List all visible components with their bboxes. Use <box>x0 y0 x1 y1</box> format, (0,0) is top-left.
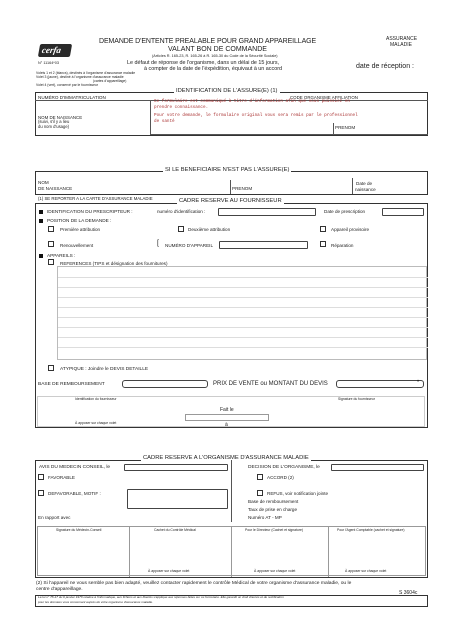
refus-checkbox[interactable] <box>257 490 263 496</box>
prix-vente-label: PRIX DE VENTE ou MONTANT DU DEVIS <box>213 381 328 387</box>
immatriculation-label: NUMÉRO D'IMMATRICULATION <box>38 95 106 100</box>
fait-le-label: Fait le <box>220 407 234 413</box>
decision-date-input[interactable] <box>331 464 424 471</box>
form-title-line2: VALANT BON DE COMMANDE <box>168 46 267 53</box>
avis-date-input[interactable] <box>124 464 228 471</box>
references-checkbox[interactable] <box>48 259 54 265</box>
sig-medecin-label: Signature du Médecin-Conseil <box>56 528 102 532</box>
numero-at-label: Numéro AT - MP <box>248 515 282 520</box>
atypique-checkbox[interactable] <box>48 365 54 371</box>
num-appareil-label: NUMÉRO D'APPAREIL <box>165 243 214 248</box>
red-notice-line1: Ce formulaire est communiqué à titre d'information afin que vous puissiez en <box>154 99 350 104</box>
prescripteur-label: IDENTIFICATION DU PRESCRIPTEUR : <box>47 209 133 214</box>
accord-label: ACCORD (2) <box>267 475 294 480</box>
base-remboursement-input[interactable] <box>122 380 208 388</box>
volet-note: (cartes d'appareillage) <box>93 79 127 83</box>
renouvellement-label: Renouvellement <box>60 243 94 248</box>
a-label: à <box>225 422 228 428</box>
code-organisme-label: CODE ORGANISME AFFILIATION <box>290 95 358 100</box>
appareils-label: APPAREILS : <box>47 253 76 258</box>
fait-le-input[interactable] <box>185 414 269 421</box>
favorable-label: FAVORABLE <box>48 475 75 480</box>
favorable-checkbox[interactable] <box>38 474 44 480</box>
date-prescription-input[interactable] <box>382 208 424 216</box>
volet-note: Volet 4 (vert), conservé par le fournisseur <box>36 83 99 87</box>
benef-date-divider <box>352 178 353 194</box>
delay-notice-line2: à compter de la date de l'éxpédition, équivaut à un accord <box>144 66 282 72</box>
organisme-section-title: CADRE RESERVE A L'ORGANISME D'ASSURANCE MALADIE <box>143 455 309 461</box>
sig-directeur-label: Pour le Directeur (Cachet et signature) <box>245 528 304 532</box>
provisoire-label: Appareil provisoire <box>331 227 370 232</box>
red-notice-line2: prendre connaissance. <box>154 105 209 110</box>
immatriculation-input[interactable] <box>36 101 150 114</box>
benef-date-label: Date de <box>356 181 373 186</box>
legal-notice-line1: La loi n° 78-17 du 6 janvier 1978 relative à l'informatique, aux fichiers et aux libertés s'applique aux réponses faites sur ce formulaire. Elle garantit un droit d'accès et de rectification <box>38 595 284 599</box>
date-prescription-label: Date de prescription <box>324 209 366 214</box>
footer-note-line1: (2) Si l'appareil ne vous semble pas bien adapté, veuillez contacter rapidement le contrôle Médical de votre organisme d'assurance maladie, ou le <box>36 581 352 586</box>
insurer-label-line1: ASSURANCE <box>386 36 418 42</box>
apposer-cachet-note: À apposer sur chaque volet <box>75 421 117 425</box>
form-code: S 3604c <box>399 590 418 596</box>
cerfa-logo <box>38 44 72 57</box>
en-rapport-label: En rapport avec <box>38 515 71 520</box>
signature-fournisseur-label: Signature du fournisseur <box>338 397 375 401</box>
delay-notice-line1: Le défaut de réponse de l'organisme, dans un délai de 15 jours, <box>127 60 280 66</box>
references-grid[interactable] <box>57 266 427 360</box>
defavorable-label: DEFAVORABLE, MOTIF : <box>48 491 101 496</box>
volet-note: Volet 3 (jaune), destiné à l'organisme d'assurance maladie <box>36 75 124 79</box>
legal-notice-line2: pour les données vous concernant auprès de votre organisme d'assurance maladie. <box>38 600 153 604</box>
ident-number-label: numéro d'identification : <box>157 209 206 214</box>
ident-number-input[interactable] <box>218 208 316 216</box>
prenom-label: PRENOM <box>335 125 356 130</box>
base-remboursement-label: BASE DE REMBOURSEMENT <box>38 382 105 387</box>
assure-section-title: IDENTIFICATION DE L'ASSURE(E) (1) <box>176 88 278 94</box>
accord-checkbox[interactable] <box>257 474 263 480</box>
prix-vente-input[interactable] <box>336 380 424 388</box>
red-notice-line4: de santé <box>154 119 175 124</box>
benef-nom-sub: DE NAISSANCE <box>38 186 73 191</box>
benef-date-sub: naissance <box>355 187 376 192</box>
position-bullet <box>39 219 43 223</box>
defavorable-motif-input[interactable] <box>127 489 228 509</box>
form-number: N° 11164*03 <box>38 61 60 65</box>
prescripteur-bullet <box>39 210 43 214</box>
apposer-note: À apposer sur chaque volet <box>148 569 190 573</box>
volet-note: Volets 1 et 2 (blancs), destinés à l'organisme d'assurance maladie <box>36 71 136 75</box>
insurer-label-line2: MALADIE <box>390 42 412 48</box>
appareils-bullet <box>39 254 43 258</box>
bracket-icon: [ <box>157 240 159 247</box>
carte-note: (1) SE REPORTER A LA CARTE D'ASSURANCE MALADIE <box>38 196 153 201</box>
nom-naissance-label: NOM DE NAISSANCE <box>38 115 83 120</box>
nom-naissance-sub: du nom d'usage) <box>38 124 70 129</box>
reception-date-label: date de réception : <box>356 63 414 70</box>
reparation-checkbox[interactable] <box>320 241 326 247</box>
provisoire-checkbox[interactable] <box>320 226 326 232</box>
references-label: REFERENCES (TIPS et désignation des fournitures) <box>60 261 168 266</box>
currency-bullet-icon: • <box>417 379 420 385</box>
prenom-divider <box>333 123 334 135</box>
fournisseur-section-title: CADRE RESERVE AU FOURNISSEUR <box>179 198 282 204</box>
beneficiaire-section-title: SI LE BENEFICIAIRE N'EST PAS L'ASSURE(E) <box>165 167 290 173</box>
defavorable-checkbox[interactable] <box>38 490 44 496</box>
cerfa-logo-text: cerfa <box>41 45 62 55</box>
red-notice-line3: Pour votre demande, le formulaire original vous sera remis par le professionnel <box>154 113 358 118</box>
benef-prenom-label: PRENOM <box>232 186 253 191</box>
avis-medecin-label: AVIS DU MEDECIN CONSEIL, le <box>39 465 111 470</box>
taux-label: Taux de prise en charge <box>248 507 298 512</box>
nom-naissance-sub: (suivi, s'il y a lieu <box>38 119 70 124</box>
decision-label: DECISION DE L'ORGANISME, le <box>248 465 320 470</box>
benef-prenom-divider <box>230 180 231 194</box>
form-title-line1: DEMANDE D'ENTENTE PREALABLE POUR GRAND APPAREILLAGE <box>99 38 317 45</box>
benef-nom-label: NOM <box>38 180 49 185</box>
base-remb-label: Base de remboursement <box>248 499 299 504</box>
sig-agent-label: Pour l'Agent Comptable (cachet et signature) <box>337 528 405 532</box>
renouvellement-checkbox[interactable] <box>48 241 54 247</box>
apposer-note: À apposer sur chaque volet <box>345 569 387 573</box>
reparation-label: Réparation <box>331 243 354 248</box>
num-appareil-input[interactable] <box>219 241 308 249</box>
ident-fournisseur-label: Identification du fournisseur <box>75 397 117 401</box>
refus-label: REFUS, voir notification jointe <box>267 491 329 496</box>
premiere-checkbox[interactable] <box>48 226 54 232</box>
organisme-divider <box>231 460 232 522</box>
deuxieme-label: Deuxième attribution <box>188 227 231 232</box>
position-label: POSITION DE LA DEMANDE : <box>47 218 112 223</box>
deuxieme-checkbox[interactable] <box>178 226 184 232</box>
atypique-label: ATYPIQUE : Joindre le DEVIS DETAILLE <box>60 367 149 372</box>
apposer-note: À apposer sur chaque volet <box>254 569 296 573</box>
cachet-controle-label: Cachet du Contrôle Médical <box>154 528 196 532</box>
footer-note-line2: centre d'appareillage. <box>36 587 83 592</box>
premiere-label: Première attribution <box>60 227 101 232</box>
articles-reference: (Articles R. 165-23, R. 165-26 à R. 165-30 du Code de la Sécurité Sociale) <box>152 54 278 58</box>
